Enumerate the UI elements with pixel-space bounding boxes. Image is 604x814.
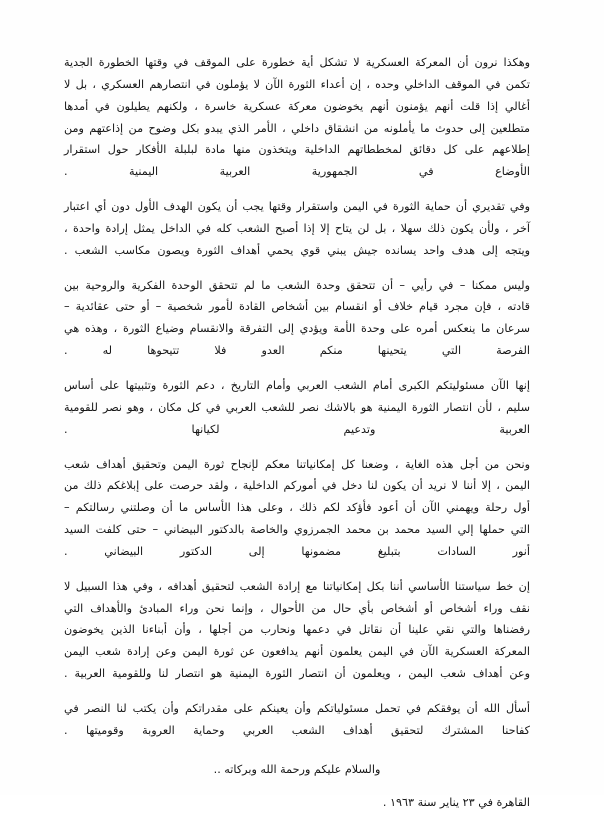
- paragraph-5: ونحن من أجل هذه الغاية ، وضعنا كل إمكانياتنا معكم لإنجاح ثورة اليمن وتحقيق أهداف شعب اليمن ، إلا أننا لا نريد أن يكون لنا دخل في أموركم الداخلية ، ولقد حرصت على إبلاغكم ذلك من أول رحلة ويهمني الآن أن أعود فأؤكد لكم ذلك ، وعلى هذا الأساس ما أن وصلتني رسالتكم – التي حملها إلي السيد محمد بن محمد الجمرزوي والخاصة بالدكتور البيضاني – حتى كلفت السيد أنور السادات بتبليغ مضمونها إلى الدكتور البيضاني .: [64, 457, 530, 558]
- closing-salutation: والسلام عليكم ورحمة الله وبركاته ..: [213, 762, 381, 776]
- paragraph-1: وهكذا نرون أن المعركة العسكرية لا تشكل أية خطورة على الموقف في وقتها الخطورة الجدية تكمن في الموقف الداخلي وحده ، إن أعداء الثورة الآن لا يؤملون في انتصارهم العسكري ، بل لا أغالي إذا قلت أنهم يؤمنون أنهم يخوضون معركة عسكرية خاسرة ، ولكنهم يطيلون في أمدها متطلعين إلى حدوث ما يأملونه من انشقاق داخلي ، الأمر الذي يبدو بكل وضوح من إذاعتهم ومن إطلاعهم على كل دقائق لمخططاتهم الداخلية ويتخذون منها مادة لبلبلة الأفكار حول استقرار الأوضاع في الجمهورية العربية اليمنية .: [64, 56, 530, 179]
- paragraph-2: وفي تقديري أن حماية الثورة في اليمن واستقرار وقتها يجب أن يكون الهدف الأول دون أي اعتبار آخر ، ولأن يكون ذلك سهلا ، بل لن يتاح إلا إذا أصبح الشعب كله في الداخل يمثل إرادة واحدة ، ويتجه إلى هدف واحد يسانده جيش يبني قوي يحمي أهداف الثورة ويصون مكاسب الشعب .: [63, 200, 530, 257]
- signature-date: القاهرة في ٢٣ يناير سنة ١٩٦٣ .: [382, 796, 530, 810]
- paragraph-6: إن خط سياستنا الأساسي أننا بكل إمكانياتنا مع إرادة الشعب لتحقيق أهدافه ، وفي هذا السبيل لا نقف وراء أشخاص أو أشخاص بأي حال من الأحوال ، وإنما نحن وراء المبادئ والأهداف التي رفضناها والتي نقي علينا أن نقاتل في دعمها ونحارب من أجلها ، وأن أبناءنا الذين يخوضون المعركة العسكرية الآن في اليمن يعلمون أنهم يدافعون عن ثورة اليمن وعن إرادة شعب اليمن وعن أهداف شعب اليمن ، ويعلمون أن انتصار الثورة اليمنية هو انتصار لنا وللقومية العربية .: [64, 579, 530, 681]
- paragraph-prayer: أسأل الله أن يوفقكم في تحمل مسئولياتكم وأن يعينكم على مقدراتكم وأن يكتب لنا النصر في كفاحنا المشترك لتحقيق أهداف الشعب العربي وحماية العروبة وقوميتها .: [64, 701, 530, 737]
- document-body: [64, 52, 530, 814]
- paragraph-4: إنها الآن مسئوليتكم الكبرى أمام الشعب العربي وأمام التاريخ ، دعم الثورة وتثبيتها على أساس سليم ، لأن انتصار الثورة اليمنية هو بالاشك نصر للشعب العربي في كل مكان ، وهو نصر للقومية العربية وتدعيم لكيانها .: [64, 378, 530, 436]
- paragraph-3: وليس ممكنا – في رأيي – أن تتحقق وحدة الشعب ما لم تتحقق الوحدة الفكرية والروحية بين قادته ، فإن مجرد قيام خلاف أو انقسام بين أشخاص القادة لأمور شخصية – أو حتى عقائدية – سرعان ما ينعكس أمره على وحدة الأمة ويؤدي إلى التفرقة والانقسام وضياع الثورة ، وهذه هي الفرصة التي يتحينها منكم العدو فلا تتيحوها له .: [64, 278, 530, 358]
